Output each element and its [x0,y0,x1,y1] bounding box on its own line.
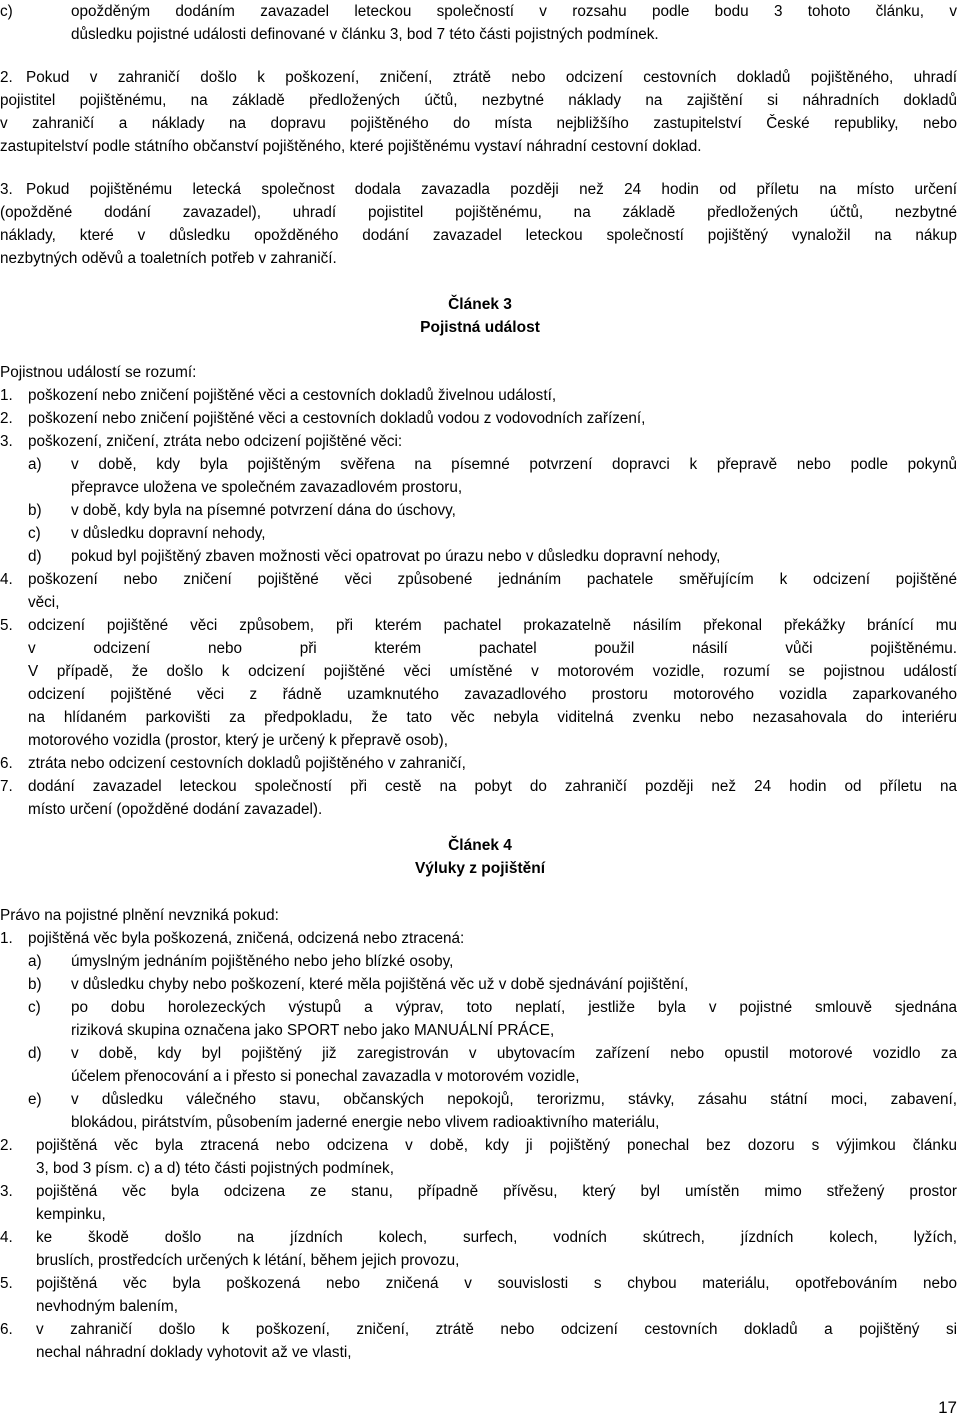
article-3-subtitle: Pojistná událost [420,319,540,336]
article-4-intro: Právo na pojistné plnění nevzniká pokud: [0,907,279,924]
text-line: nechal náhradní doklady vyhotovit až ve vlasti, [36,1344,352,1361]
text-line: v době, kdy byla na písemné potvrzení dána do úschovy, [71,502,456,519]
text-line: pokud byl pojištěný zbaven možnosti věci opatrovat po úrazu nebo v důsledku dopravní nehody, [71,548,721,565]
text-line: v důsledku dopravní nehody, [71,525,266,542]
text-line: dodání zavazadel leteckou společností při cestě na pobyt do zahraničí později než 24 hodin od příletu na [28,778,957,795]
text-line: poškození nebo zničení pojištěné věci způsobené jednáním pachatele směřujícím k odcizení pojištěné [28,571,957,588]
item-marker: 3. [0,181,13,198]
text-line: bruslích, prostředcích určených k létání, během jejich provozu, [36,1252,460,1269]
item-marker: 1. [0,930,13,947]
item-marker: 5. [0,1275,13,1292]
item-marker: c) [28,999,41,1016]
item-marker: 7. [0,778,13,795]
text-line: místo určení (opožděné dodání zavazadel). [28,801,323,818]
item-marker: 2. [0,1137,13,1154]
item-marker: 6. [0,1321,13,1338]
article-4-subtitle: Výluky z pojištění [414,860,546,877]
text-line: důsledku pojistné události definované v článku 3, bod 7 této části pojistných podmínek. [71,26,659,43]
item-marker: a) [28,456,42,473]
text-line: zastupitelství podle státního občanství pojištěného, které pojištěnému vystaví náhradní cestovní doklad. [0,138,702,155]
item-marker: e) [28,1091,42,1108]
text-line: riziková skupina označena jako SPORT nebo jako MANUÁLNÍ PRÁCE, [71,1022,555,1039]
text-line: v důsledku chyby nebo poškození, které měla pojištěná věc už v době sjednávání pojištění, [71,976,689,993]
item-marker: b) [28,976,42,993]
article-3-intro: Pojistnou událostí se rozumí: [0,364,197,381]
item-marker: 3. [0,1183,13,1200]
text-line: úmyslným jednáním pojištěného nebo jeho blízké osoby, [71,953,454,970]
text-line: odcizení pojištěné věci způsobem, při kterém pachatel prokazatelně násilím překonal překážky bránící mu [28,617,957,634]
text-line: náklady, které v důsledku opožděného dodání zavazadel leteckou společností pojištěný vynaložil na nákup [0,227,957,244]
text-line: ke škodě došlo na jízdních kolech, surfech, vodních skútrech, jízdních kolech, lyžích, [36,1229,957,1246]
item-marker: c) [0,3,13,20]
text-line: v době, kdy byla pojištěným svěřena na písemné potvrzení dopravci k přepravě nebo podle pokynů [71,456,957,473]
text-line: poškození, zničení, ztráta nebo odcizení pojištěné věci: [28,433,403,450]
item-marker: 4. [0,1229,13,1246]
item-marker: c) [28,525,41,542]
text-line: v odcizení nebo při kterém pachatel použil násilí vůči pojištěnému. [28,640,957,657]
text-line: opožděným dodáním zavazadel leteckou společností v rozsahu podle bodu 3 tohoto článku, v [71,3,957,20]
text-line: po dobu horolezeckých výstupů a výprav, toto neplatí, jestliže byla v pojistné smlouvě sjednána [71,999,957,1016]
text-line: V případě, že došlo k odcizení pojištěné věci umístěné v motorovém vozidle, rozumí se pojistnou událostí [28,663,957,680]
text-line: nezbytných oděvů a toaletních potřeb v zahraničí. [0,250,337,267]
text-line: poškození nebo zničení pojištěné věci a cestovních dokladů živelnou událostí, [28,387,557,404]
text-line: Pokud v zahraničí došlo k poškození, zničení, ztrátě nebo odcizení cestovních dokladů pojištěného, uhradí [26,69,957,86]
item-marker: 6. [0,755,13,772]
text-line: pojištěná věc byla poškozená nebo zničená v souvislosti s chybou materiálu, opotřebováním nebo [36,1275,957,1292]
item-marker: b) [28,502,42,519]
text-line: věci, [28,594,60,611]
page-number: 17 [938,1398,957,1417]
text-line: na hlídaném parkovišti za předpokladu, že tato věc nebyla viditelná zvenku nebo nezasahovala do interiéru [28,709,957,726]
text-line: odcizení pojištěné věci z řádně uzamknutého zavazadlového prostoru motorového vozidla zaparkovaného [28,686,957,703]
text-line: v důsledku válečného stavu, občanských nepokojů, terorizmu, stávky, zásahu státní moci, zabavení, [71,1091,957,1108]
text-line: pojištěná věc byla odcizena ze stanu, případně přívěsu, který byl umístěn mimo střežený prostor [36,1183,957,1200]
text-line: motorového vozidla (prostor, který je určený k přepravě osob), [28,732,449,749]
item-marker: d) [28,1045,42,1062]
text-line: kempinku, [36,1206,106,1223]
article-3-title: Článek 3 [448,296,512,313]
text-line: Pokud pojištěnému letecká společnost dodala zavazadla později než 24 hodin od příletu na místo určení [26,181,957,198]
text-line: 3, bod 3 písm. c) a d) této části pojistných podmínek, [36,1160,394,1177]
text-line: pojistitel pojištěnému, na základě předložených účtů, nezbytné náklady na zajištění si náhradních dokladů [0,92,957,109]
article-4-title: Článek 4 [448,837,512,854]
text-line: v zahraničí a náklady na dopravu pojištěného do místa nejbližšího zastupitelství České republiky, nebo [0,115,957,132]
text-line: v zahraničí došlo k poškození, zničení, ztrátě nebo odcizení cestovních dokladů a pojištěný si [36,1321,957,1338]
text-line: přepravce uložena ve společném zavazadlovém prostoru, [71,479,463,496]
item-marker: 2. [0,410,13,427]
text-line: pojištěná věc byla poškozená, zničená, odcizená nebo ztracená: [28,930,465,947]
text-line: ztráta nebo odcizení cestovních dokladů pojištěného v zahraničí, [28,755,466,772]
text-line: v době, kdy byl pojištěný již zaregistrován v ubytovacím zařízení nebo opustil motorové vozidlo za [71,1045,957,1062]
item-marker: 2. [0,69,13,86]
item-marker: d) [28,548,42,565]
item-marker: 5. [0,617,13,634]
text-line: nevhodným balením, [36,1298,179,1315]
text-line: pojištěná věc byla ztracená nebo odcizena v době, kdy ji pojištěný ponechal bez dozoru s výjimkou článku [36,1137,957,1154]
text-line: poškození nebo zničení pojištěné věci a cestovních dokladů vodou z vodovodních zařízení, [28,410,646,427]
item-marker: 3. [0,433,13,450]
text-line: účelem přenocování a i přesto si ponechal zavazadla v motorovém vozidle, [71,1068,580,1085]
item-marker: 1. [0,387,13,404]
text-line: (opožděné dodání zavazadel), uhradí pojistitel pojištěnému, na základě předložených účtů, nezbytné [0,204,957,221]
item-marker: a) [28,953,42,970]
item-marker: 4. [0,571,13,588]
text-line: blokádou, pirátstvím, působením jaderné energie nebo vlivem radioaktivního materiálu, [71,1114,660,1131]
